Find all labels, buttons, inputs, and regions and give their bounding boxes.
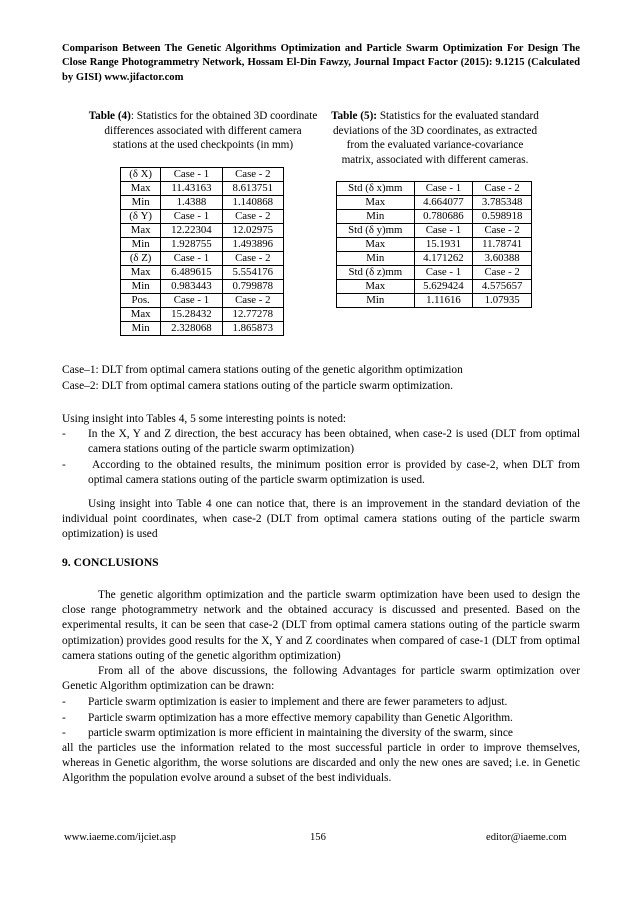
table4-cell: 1.140868 — [222, 196, 283, 210]
table4 — [120, 167, 284, 336]
table4-cell: 0.983443 — [161, 280, 222, 294]
conclusions-bullet-3-text: particle swarm optimization is more efficient in maintaining the diversity of the swarm, since — [88, 727, 513, 739]
table5-cell: Min — [337, 210, 415, 224]
table5-cell: Std (δ z)mm — [337, 266, 415, 280]
table4-cell: 12.22304 — [161, 224, 222, 238]
conclusions-paragraph-1: The genetic algorithm optimization and the particle swarm optimization have been used to design the close range photogrammetry network and the obtained accuracy is discussed and presented. Based on the experimental results, it can be seen that case-2 (DLT from optimal camera stations outing of the particle swarm optimization) provides good results for the X, Y and Z coordinates when compared of case-1 (DLT from optimal camera stations outing of the genetic algorithm optimization) — [62, 589, 580, 662]
table4-row — [121, 322, 284, 336]
table4-cell: 0.799878 — [222, 280, 283, 294]
table4-cell: (δ X) — [121, 168, 161, 182]
table5-cell: 0.598918 — [473, 210, 532, 224]
table5-cell: Std (δ x)mm — [337, 182, 415, 196]
table4-cell: 6.489615 — [161, 266, 222, 280]
table5-cell: 4.664077 — [414, 196, 473, 210]
table5-row — [337, 182, 532, 196]
insight-bullet-1-text: In the X, Y and Z direction, the best accuracy has been obtained, when case-2 is used (DLT from optimal camera stations outing of the particle swarm optimization) — [88, 428, 580, 456]
bullet-dash: - — [62, 696, 66, 708]
table4-row — [121, 182, 284, 196]
table4-cell: 5.554176 — [222, 266, 283, 280]
footer-email[interactable]: editor@iaeme.com — [486, 832, 567, 843]
table4-caption-label: Table (4) — [88, 110, 131, 122]
table5-cell: Case - 1 — [414, 266, 473, 280]
bullet-dash: - — [62, 727, 66, 739]
note-case1: Case–1: DLT from optimal camera stations outing of the genetic algorithm optimization — [62, 364, 463, 376]
table5-cell: Case - 2 — [473, 182, 532, 196]
table5-cell: 4.575657 — [473, 280, 532, 294]
table4-row — [121, 308, 284, 322]
bullet-dash: - — [62, 428, 66, 440]
footer-page-number: 156 — [310, 832, 326, 843]
table4-cell: Max — [121, 308, 161, 322]
table4-cell: Min — [121, 238, 161, 252]
table4-row — [121, 196, 284, 210]
conclusions-bullet-1-text: Particle swarm optimization is easier to implement and there are fewer parameters to adjust. — [88, 696, 508, 708]
table4-cell: 2.328068 — [161, 322, 222, 336]
table4-cell: Pos. — [121, 294, 161, 308]
table4-caption — [88, 109, 318, 153]
table5-row — [337, 252, 532, 266]
table4-row — [121, 210, 284, 224]
table4-row — [121, 168, 284, 182]
table4-cell: (δ Z) — [121, 252, 161, 266]
table4-row — [121, 238, 284, 252]
table4-row — [121, 252, 284, 266]
table5-row — [337, 210, 532, 224]
table4-cell: 12.77278 — [222, 308, 283, 322]
insight-paragraph: Using insight into Table 4 one can notice that, there is an improvement in the standard deviation of the individual point coordinates, when case-2 (DLT from optimal camera stations outing of the particle swarm optimization) is used — [62, 498, 580, 541]
table5 — [336, 181, 532, 308]
table5-cell: Case - 1 — [414, 182, 473, 196]
conclusions-bullet-2 — [62, 711, 580, 726]
table5-cell: 3.60388 — [473, 252, 532, 266]
insight-bullet-2 — [62, 458, 580, 488]
table5-cell: Min — [337, 252, 415, 266]
conclusions-bullet-3-continued: all the particles use the information related to the most successful particle in order to improve themselves, whereas in Genetic algorithm, the worse solutions are discarded and only the new ones are saved; i.e. in Genetic Algorithm the population evolve around a subset of the best individuals. — [62, 742, 580, 785]
table5-row — [337, 224, 532, 238]
conclusions-bullet-1 — [62, 695, 580, 710]
table4-cell: 1.865873 — [222, 322, 283, 336]
table5-cell: 11.78741 — [473, 238, 532, 252]
table4-cell: Case - 2 — [222, 294, 283, 308]
table4-caption-text: : Statistics for the obtained 3D coordinate differences associated with different camera stations at the used checkpoints (in mm) — [104, 110, 318, 152]
note-case2: Case–2: DLT from optimal camera stations outing of the particle swarm optimization. — [62, 380, 453, 392]
table4-cell: Case - 1 — [161, 168, 222, 182]
conclusions-bullet-2-text: Particle swarm optimization has a more effective memory capability than Genetic Algorithm. — [88, 712, 513, 724]
table4-cell: 1.928755 — [161, 238, 222, 252]
table4-cell: 1.4388 — [161, 196, 222, 210]
table5-cell: Max — [337, 238, 415, 252]
table5-cell: 4.171262 — [414, 252, 473, 266]
table4-cell: 15.28432 — [161, 308, 222, 322]
table4-row — [121, 280, 284, 294]
table5-cell: 3.785348 — [473, 196, 532, 210]
table4-cell: Case - 1 — [161, 252, 222, 266]
table5-caption — [330, 109, 540, 167]
table4-cell: 11.43163 — [161, 182, 222, 196]
table5-cell: 5.629424 — [414, 280, 473, 294]
table4-cell: Case - 2 — [222, 210, 283, 224]
running-header: Comparison Between The Genetic Algorithms Optimization and Particle Swarm Optimization For Design The Close Range Photogrammetry Network, Hossam El-Din Fawzy, Journal Impact Factor (2015): 9.1215 (Calculated by GISI) www.jifactor.com — [62, 43, 580, 83]
table4-cell: 12.02975 — [222, 224, 283, 238]
table5-row — [337, 238, 532, 252]
table5-cell: 0.780686 — [414, 210, 473, 224]
conclusions-paragraph-2: From all of the above discussions, the following Advantages for particle swarm optimization over Genetic Algorithm optimization can be drawn: — [62, 665, 580, 693]
table4-cell: Case - 1 — [161, 210, 222, 224]
table5-caption-label: Table (5): — [331, 110, 378, 122]
insight-bullet-1 — [62, 427, 580, 457]
table4-cell: (δ Y) — [121, 210, 161, 224]
insight-bullet-2-text: According to the obtained results, the minimum position error is provided by case-2, when DLT from optimal camera stations outing of the particle swarm optimization is used. — [88, 459, 580, 487]
table5-cell: Max — [337, 280, 415, 294]
table4-row — [121, 294, 284, 308]
conclusions-heading: 9. CONCLUSIONS — [62, 556, 159, 569]
footer-website[interactable]: www.iaeme.com/ijciet.asp — [64, 832, 176, 843]
insight-intro: Using insight into Tables 4, 5 some interesting points is noted: — [62, 413, 347, 425]
table4-cell: Case - 1 — [161, 294, 222, 308]
bullet-dash: - — [62, 712, 66, 724]
table5-row — [337, 266, 532, 280]
table4-cell: 1.493896 — [222, 238, 283, 252]
table5-cell: Min — [337, 294, 415, 308]
table4-cell: Case - 2 — [222, 168, 283, 182]
table4-cell: Max — [121, 266, 161, 280]
table5-cell: Max — [337, 196, 415, 210]
table5-body — [337, 182, 532, 308]
table5-row — [337, 280, 532, 294]
bullet-dash: - — [62, 459, 66, 471]
table4-cell: Max — [121, 224, 161, 238]
table5-cell: 1.11616 — [414, 294, 473, 308]
conclusions-bullet-3 — [62, 726, 580, 741]
table4-body — [121, 168, 284, 336]
table5-cell: Case - 2 — [473, 224, 532, 238]
table5-cell: Std (δ y)mm — [337, 224, 415, 238]
table4-row — [121, 266, 284, 280]
table4-cell: Max — [121, 182, 161, 196]
table4-cell: Min — [121, 196, 161, 210]
table5-cell: 15.1931 — [414, 238, 473, 252]
table4-cell: 8.613751 — [222, 182, 283, 196]
table5-caption-text: Statistics for the evaluated standard deviations of the 3D coordinates, as extracted from the evaluated variance-covariance matrix, associated with different cameras. — [332, 110, 539, 166]
table4-cell: Min — [121, 322, 161, 336]
table5-cell: 1.07935 — [473, 294, 532, 308]
table5-row — [337, 196, 532, 210]
table4-cell: Min — [121, 280, 161, 294]
table5-cell: Case - 1 — [414, 224, 473, 238]
table4-row — [121, 224, 284, 238]
table5-cell: Case - 2 — [473, 266, 532, 280]
table4-cell: Case - 2 — [222, 252, 283, 266]
table5-row — [337, 294, 532, 308]
